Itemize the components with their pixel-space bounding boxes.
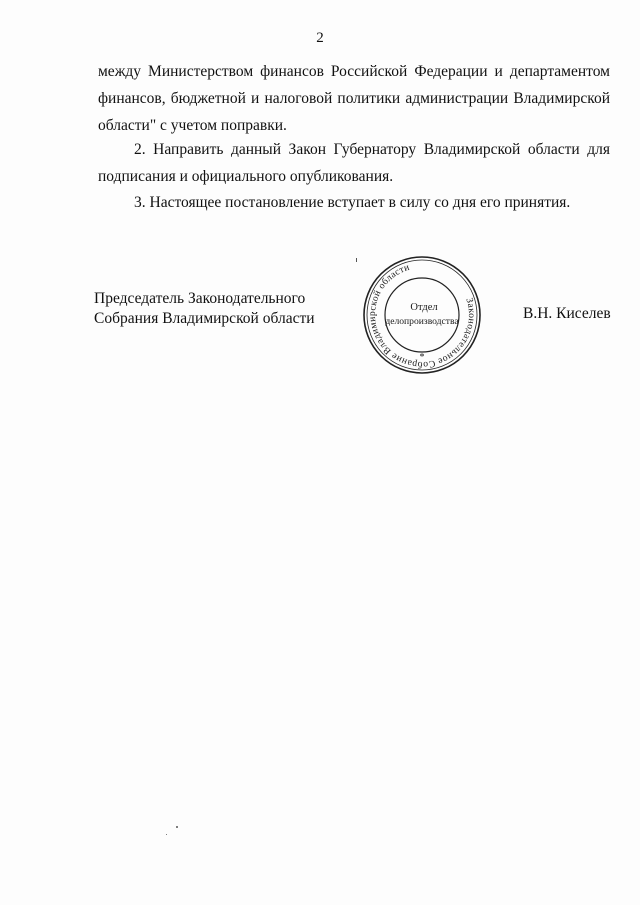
signer-name: В.Н. Киселев: [523, 305, 611, 322]
paragraph-continuation: между Министерством финансов Российской Федерации и департаментом финансов, бюджетной и налоговой политики администрации Владимирской области" с учетом поправки.: [98, 63, 610, 134]
signer-title-line-2: Собрания Владимирской области: [94, 310, 315, 327]
stamp-star: *: [419, 352, 425, 363]
page-number: 2: [316, 30, 324, 46]
stamp-center-line-2: делопроизводства: [385, 316, 459, 327]
scan-speck: [166, 834, 167, 835]
stamp-center-line-1: Отдел: [410, 302, 438, 313]
signer-title-line-1: Председатель Законодательного: [94, 290, 306, 307]
scan-speck: [356, 258, 357, 262]
paragraph-item-2: 2. Направить данный Закон Губернатору Владимирской области для подписания и официального опубликования.: [98, 141, 610, 185]
signer-title: [94, 289, 315, 329]
official-stamp: [357, 250, 487, 380]
paragraph-item-3: 3. Настоящее постановление вступает в силу со дня его принятия.: [134, 194, 571, 211]
stamp-ring-text: Законодательное Собрание Владимирской области: [366, 261, 478, 371]
scan-speck: [176, 826, 178, 828]
stamp-seal-icon: [357, 250, 487, 380]
